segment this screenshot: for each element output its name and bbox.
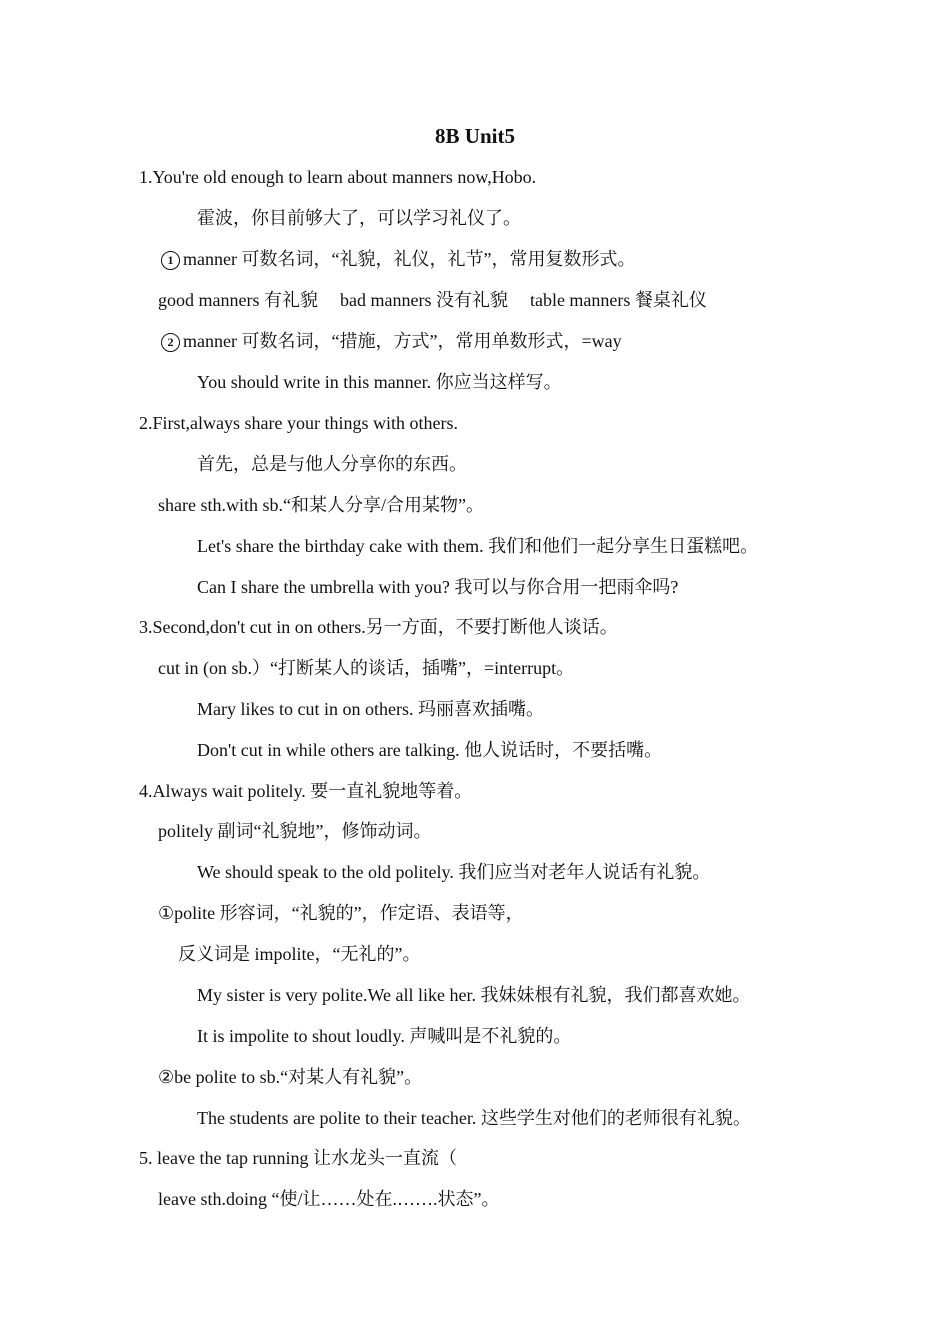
example-1: You should write in this manner. 你应当这样写。 xyxy=(197,372,562,392)
note-4-1-antonym: 反义词是 impolite，“无礼的”。 xyxy=(178,944,421,964)
circled-number-1: 1 xyxy=(161,251,180,270)
note-1-2-text: manner 可数名词，“措施，方式”，常用单数形式，=way xyxy=(183,331,622,351)
sentence-2-translation: 首先，总是与他人分享你的东西。 xyxy=(197,454,467,474)
sentence-4: 4.Always wait politely. 要一直礼貌地等着。 xyxy=(139,781,473,801)
note-4-2: ②be polite to sb.“对某人有礼貌”。 xyxy=(158,1067,423,1087)
sentence-5: 5. leave the tap running 让水龙头一直流（ xyxy=(139,1148,457,1168)
sentence-1-translation: 霍波，你目前够大了，可以学习礼仪了。 xyxy=(197,208,521,228)
note-1-2 xyxy=(161,329,622,353)
page-title: 8B Unit5 xyxy=(435,124,515,148)
note-2: share sth.with sb.“和某人分享/合用某物”。 xyxy=(158,495,484,515)
sentence-3: 3.Second,don't cut in on others.另一方面，不要打断他人谈话。 xyxy=(139,617,618,637)
note-1-1-text: manner 可数名词，“礼貌，礼仪，礼节”，常用复数形式。 xyxy=(183,249,636,269)
example-3-2: Don't cut in while others are talking. 他人说话时，不要括嘴。 xyxy=(197,740,663,760)
example-4-4: The students are polite to their teacher. 这些学生对他们的老师很有礼貌。 xyxy=(197,1108,751,1128)
sentence-1: 1.You're old enough to learn about manners now,Hobo. xyxy=(139,167,537,187)
note-3: cut in (on sb.）“打断某人的谈话，插嘴”，=interrupt。 xyxy=(158,658,575,678)
example-3-1: Mary likes to cut in on others. 玛丽喜欢插嘴。 xyxy=(197,699,544,719)
note-1-1 xyxy=(161,247,635,271)
phrase-row xyxy=(158,288,707,312)
example-4-3: It is impolite to shout loudly. 声喊叫是不礼貌的。 xyxy=(197,1026,572,1046)
phrase-bad-manners: bad manners 没有礼貌 xyxy=(339,290,508,310)
note-5: leave sth.doing “使/让……处在.…….状态”。 xyxy=(158,1189,500,1209)
note-4-1: ①polite 形容词，“礼貌的”，作定语、表语等， xyxy=(158,903,524,923)
sentence-2: 2.First,always share your things with others. xyxy=(139,413,458,433)
phrase-table-manners: table manners 餐桌礼仪 xyxy=(529,290,707,310)
example-4-1: We should speak to the old politely. 我们应当对老年人说话有礼貌。 xyxy=(197,862,711,882)
circled-number-2: 2 xyxy=(161,333,180,352)
example-4-2: My sister is very polite.We all like her. 我妹妹根有礼貌，我们都喜欢她。 xyxy=(197,985,751,1005)
note-4: politely 副词“礼貌地”，修饰动词。 xyxy=(158,821,432,841)
example-2-2: Can I share the umbrella with you? 我可以与你合用一把雨伞吗? xyxy=(197,577,679,597)
phrase-good-manners: good manners 有礼貌 xyxy=(158,290,318,310)
example-2-1: Let's share the birthday cake with them. 我们和他们一起分享生日蛋糕吧。 xyxy=(197,536,759,556)
